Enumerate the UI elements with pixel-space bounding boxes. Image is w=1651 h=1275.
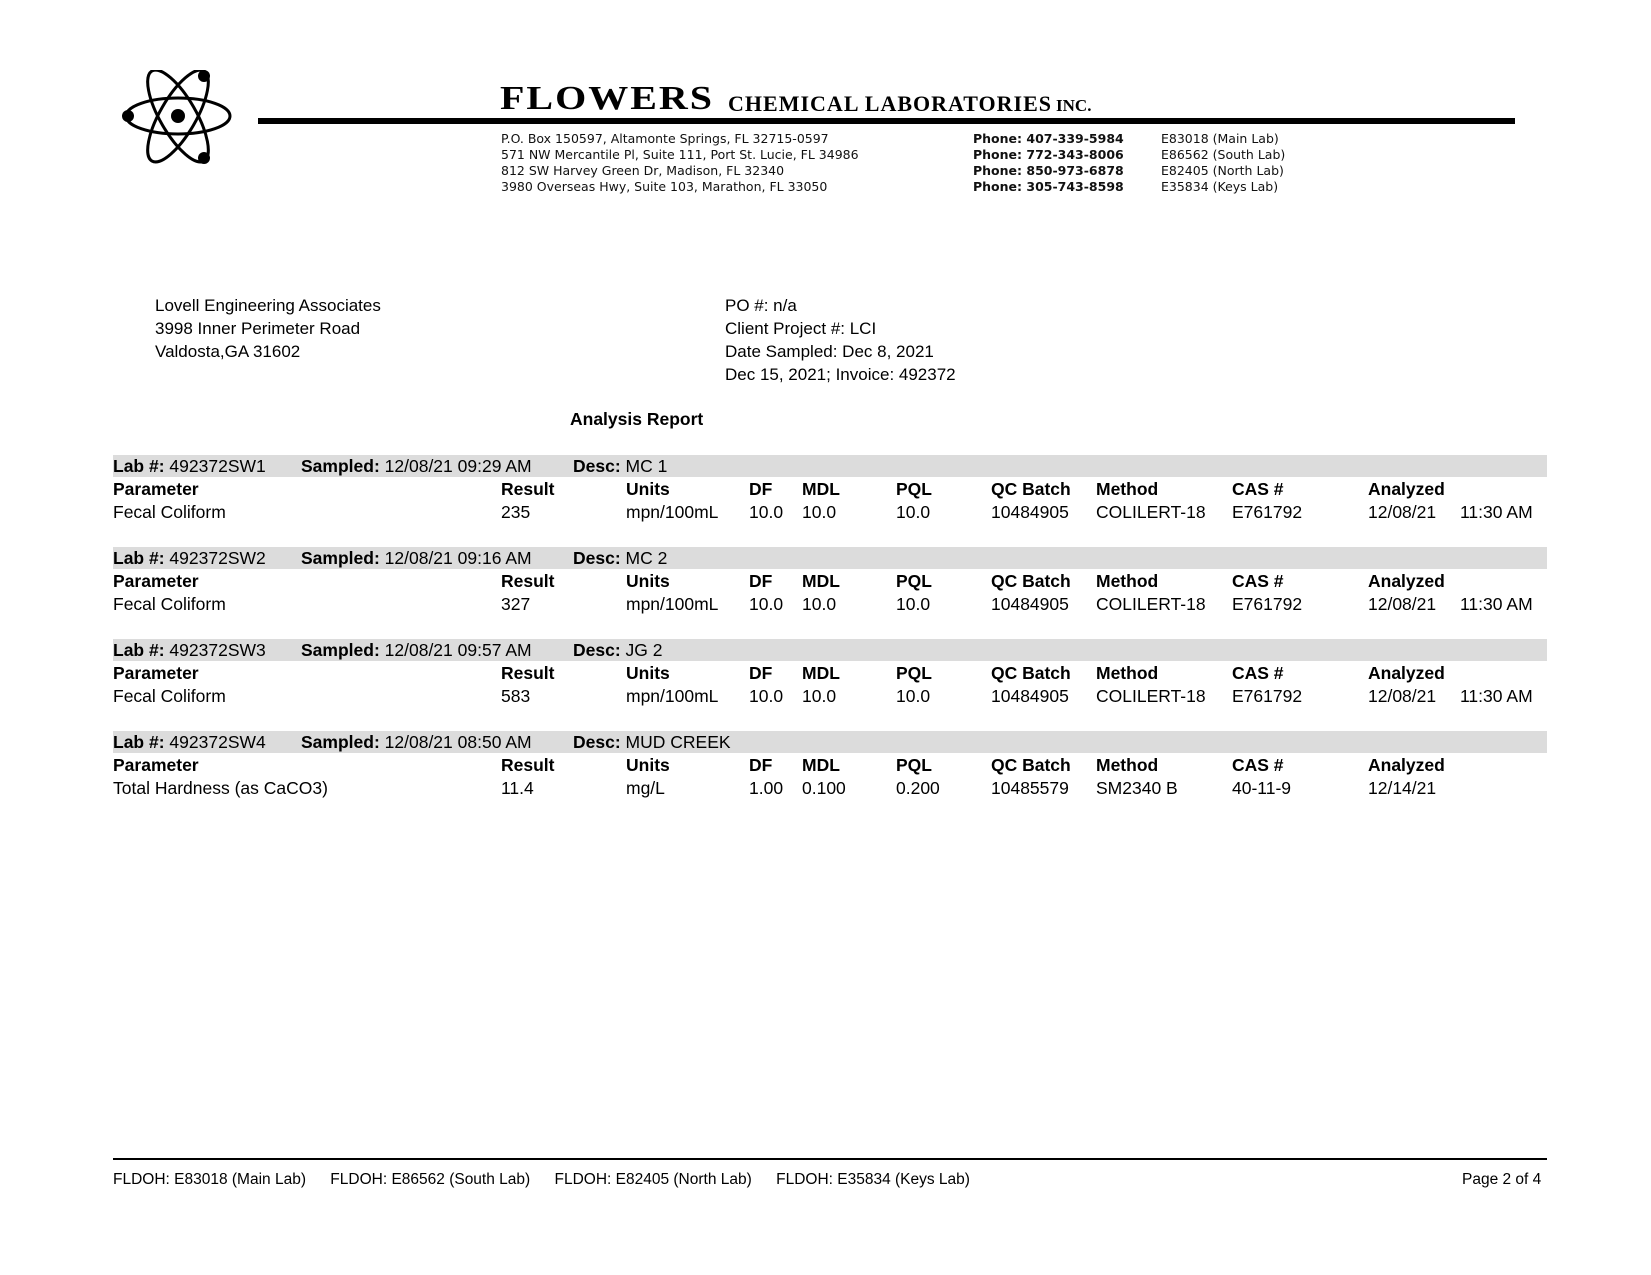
cell-result: 11.4 [501,778,534,798]
table-row [113,776,1547,799]
sample-block [113,455,1547,523]
footer-certifications [113,1171,990,1189]
sample-block [113,731,1547,799]
sampled-value: 12/08/21 09:57 AM [384,640,532,660]
col-parameter: Parameter [113,479,199,499]
cell-pql: 10.0 [896,686,931,706]
sample-sampled [301,548,532,569]
lab-number: 492372SW2 [169,548,266,568]
cell-parameter: Fecal Coliform [113,594,226,614]
desc-label: Desc: [573,640,621,660]
cell-analyzed-date: 12/08/21 [1368,686,1437,706]
lab-label: Lab #: [113,456,165,476]
col-method: Method [1096,479,1159,499]
cell-df: 1.00 [749,778,784,798]
phone-line [973,147,1285,163]
sampled-value: 12/08/21 08:50 AM [384,732,532,752]
col-result: Result [501,571,555,591]
cell-parameter: Fecal Coliform [113,686,226,706]
table-header-row [113,569,1547,592]
cell-units: mpn/100mL [626,502,719,522]
sample-block [113,547,1547,615]
col-mdl: MDL [802,571,840,591]
address-line: 812 SW Harvey Green Dr, Madison, FL 32340 [501,163,785,178]
cell-analyzed-date: 12/14/21 [1368,778,1437,798]
col-method: Method [1096,663,1159,683]
sample-lab [113,732,266,753]
col-analyzed: Analyzed [1368,479,1445,499]
col-pql: PQL [896,571,932,591]
col-parameter: Parameter [113,663,199,683]
col-qc-batch: QC Batch [991,663,1071,683]
col-cas: CAS # [1232,479,1284,499]
cell-method: COLILERT-18 [1096,686,1206,706]
lab-cert: E86562 (South Lab) [1161,147,1286,162]
page-number: Page 2 of 4 [1462,1171,1542,1188]
phone-number: Phone: 772-343-8006 [973,147,1124,162]
lab-label: Lab #: [113,732,165,752]
table-header-row [113,661,1547,684]
desc-value: MC 2 [625,548,668,568]
footer-cert: FLDOH: E83018 (Main Lab) [113,1171,306,1188]
col-pql: PQL [896,755,932,775]
desc-label: Desc: [573,456,621,476]
table-row [113,592,1547,615]
col-cas: CAS # [1232,663,1284,683]
cell-method: COLILERT-18 [1096,502,1206,522]
phone-line [973,131,1285,147]
col-analyzed: Analyzed [1368,663,1445,683]
cell-cas: E761792 [1232,594,1303,614]
desc-value: MC 1 [625,456,668,476]
cell-qc-batch: 10484905 [991,686,1069,706]
col-qc-batch: QC Batch [991,571,1071,591]
client-city: Valdosta,GA 31602 [155,342,301,361]
col-pql: PQL [896,663,932,683]
table-header-row [113,753,1547,776]
table-header-row [113,477,1547,500]
lab-phones [973,131,1285,195]
table-row [113,500,1547,523]
cell-result: 235 [501,502,531,522]
cell-method: SM2340 B [1096,778,1178,798]
col-parameter: Parameter [113,571,199,591]
client-project: Client Project #: LCI [725,319,877,338]
col-df: DF [749,663,773,683]
sampled-value: 12/08/21 09:16 AM [384,548,532,568]
cell-cas: E761792 [1232,502,1303,522]
table-row [113,684,1547,707]
cell-analyzed-date: 12/08/21 [1368,502,1437,522]
col-method: Method [1096,755,1159,775]
sample-lab [113,640,266,661]
lab-number: 492372SW4 [169,732,266,752]
cell-mdl: 10.0 [802,686,837,706]
phone-number: Phone: 305-743-8598 [973,179,1124,194]
lab-label: Lab #: [113,548,165,568]
cell-pql: 10.0 [896,502,931,522]
col-units: Units [626,755,670,775]
col-df: DF [749,479,773,499]
col-df: DF [749,755,773,775]
sample-desc [573,456,667,477]
desc-label: Desc: [573,548,621,568]
lab-cert: E82405 (North Lab) [1161,163,1284,178]
col-method: Method [1096,571,1159,591]
cell-pql: 10.0 [896,594,931,614]
client-street: 3998 Inner Perimeter Road [155,319,361,338]
date-invoice: Dec 15, 2021; Invoice: 492372 [725,365,956,384]
phone-number: Phone: 407-339-5984 [973,131,1124,146]
desc-label: Desc: [573,732,621,752]
cell-cas: 40-11-9 [1232,778,1292,798]
client-name: Lovell Engineering Associates [155,296,381,315]
col-units: Units [626,479,670,499]
sampled-label: Sampled: [301,640,380,660]
sample-desc [573,640,663,661]
col-units: Units [626,571,670,591]
cell-parameter: Fecal Coliform [113,502,226,522]
sample-lab [113,548,266,569]
address-line: 571 NW Mercantile Pl, Suite 111, Port St. Lucie, FL 34986 [501,147,859,162]
col-pql: PQL [896,479,932,499]
address-line: 3980 Overseas Hwy, Suite 103, Marathon, FL 33050 [501,179,828,194]
date-sampled: Date Sampled: Dec 8, 2021 [725,342,934,361]
project-info [725,294,956,386]
col-analyzed: Analyzed [1368,755,1445,775]
sample-header-band [113,639,1547,661]
cell-analyzed-time: 11:30 AM [1460,686,1533,706]
lab-brand [500,74,1091,121]
cell-units: mg/L [626,778,665,798]
cell-mdl: 10.0 [802,502,837,522]
header-rule [258,118,1515,124]
cell-mdl: 10.0 [802,594,837,614]
cell-units: mpn/100mL [626,686,719,706]
desc-value: JG 2 [625,640,663,660]
col-df: DF [749,571,773,591]
cell-result: 327 [501,594,531,614]
address-line: P.O. Box 150597, Altamonte Springs, FL 32715-0597 [501,131,829,146]
phone-number: Phone: 850-973-6878 [973,163,1124,178]
brand-main: FLOWERS [500,78,715,117]
sample-header-band [113,731,1547,753]
sample-desc [573,732,731,753]
desc-value: MUD CREEK [625,732,731,752]
sampled-label: Sampled: [301,548,380,568]
sample-header-band [113,547,1547,569]
cell-cas: E761792 [1232,686,1303,706]
cell-qc-batch: 10484905 [991,594,1069,614]
cell-analyzed-time: 11:30 AM [1460,594,1533,614]
col-qc-batch: QC Batch [991,755,1071,775]
cell-parameter: Total Hardness (as CaCO3) [113,778,328,798]
sampled-label: Sampled: [301,732,380,752]
footer-cert: FLDOH: E86562 (South Lab) [330,1171,531,1188]
cell-analyzed-date: 12/08/21 [1368,594,1437,614]
lab-number: 492372SW3 [169,640,266,660]
cell-qc-batch: 10484905 [991,502,1069,522]
brand-inc: INC. [1056,96,1092,115]
cell-mdl: 0.100 [802,778,846,798]
col-cas: CAS # [1232,571,1284,591]
cell-analyzed-time: 11:30 AM [1460,502,1533,522]
po-number: PO #: n/a [725,296,797,315]
cell-qc-batch: 10485579 [991,778,1069,798]
col-mdl: MDL [802,755,840,775]
cell-df: 10.0 [749,686,784,706]
sample-sampled [301,732,532,753]
lab-cert: E83018 (Main Lab) [1161,131,1279,146]
client-address [155,294,381,363]
lab-cert: E35834 (Keys Lab) [1161,179,1279,194]
report-title: Analysis Report [570,409,704,429]
sample-block [113,639,1547,707]
col-units: Units [626,663,670,683]
lab-number: 492372SW1 [169,456,266,476]
sample-sampled [301,640,532,661]
lab-label: Lab #: [113,640,165,660]
col-qc-batch: QC Batch [991,479,1071,499]
lab-addresses [501,131,859,195]
cell-result: 583 [501,686,531,706]
sample-sampled [301,456,532,477]
col-result: Result [501,755,555,775]
col-parameter: Parameter [113,755,199,775]
footer-cert: FLDOH: E82405 (North Lab) [554,1171,752,1188]
col-result: Result [501,479,555,499]
cell-pql: 0.200 [896,778,940,798]
sampled-label: Sampled: [301,456,380,476]
cell-df: 10.0 [749,502,784,522]
cell-df: 10.0 [749,594,784,614]
footer-rule [113,1158,1547,1160]
sampled-value: 12/08/21 09:29 AM [384,456,532,476]
cell-method: COLILERT-18 [1096,594,1206,614]
phone-line [973,179,1285,195]
brand-sub: CHEMICAL LABORATORIES [728,91,1053,116]
footer-cert: FLDOH: E35834 (Keys Lab) [776,1171,970,1188]
col-cas: CAS # [1232,755,1284,775]
sample-desc [573,548,667,569]
col-mdl: MDL [802,479,840,499]
atom-logo-icon [118,70,242,166]
cell-units: mpn/100mL [626,594,719,614]
col-analyzed: Analyzed [1368,571,1445,591]
col-result: Result [501,663,555,683]
sample-header-band [113,455,1547,477]
sample-lab [113,456,266,477]
col-mdl: MDL [802,663,840,683]
phone-line [973,163,1285,179]
